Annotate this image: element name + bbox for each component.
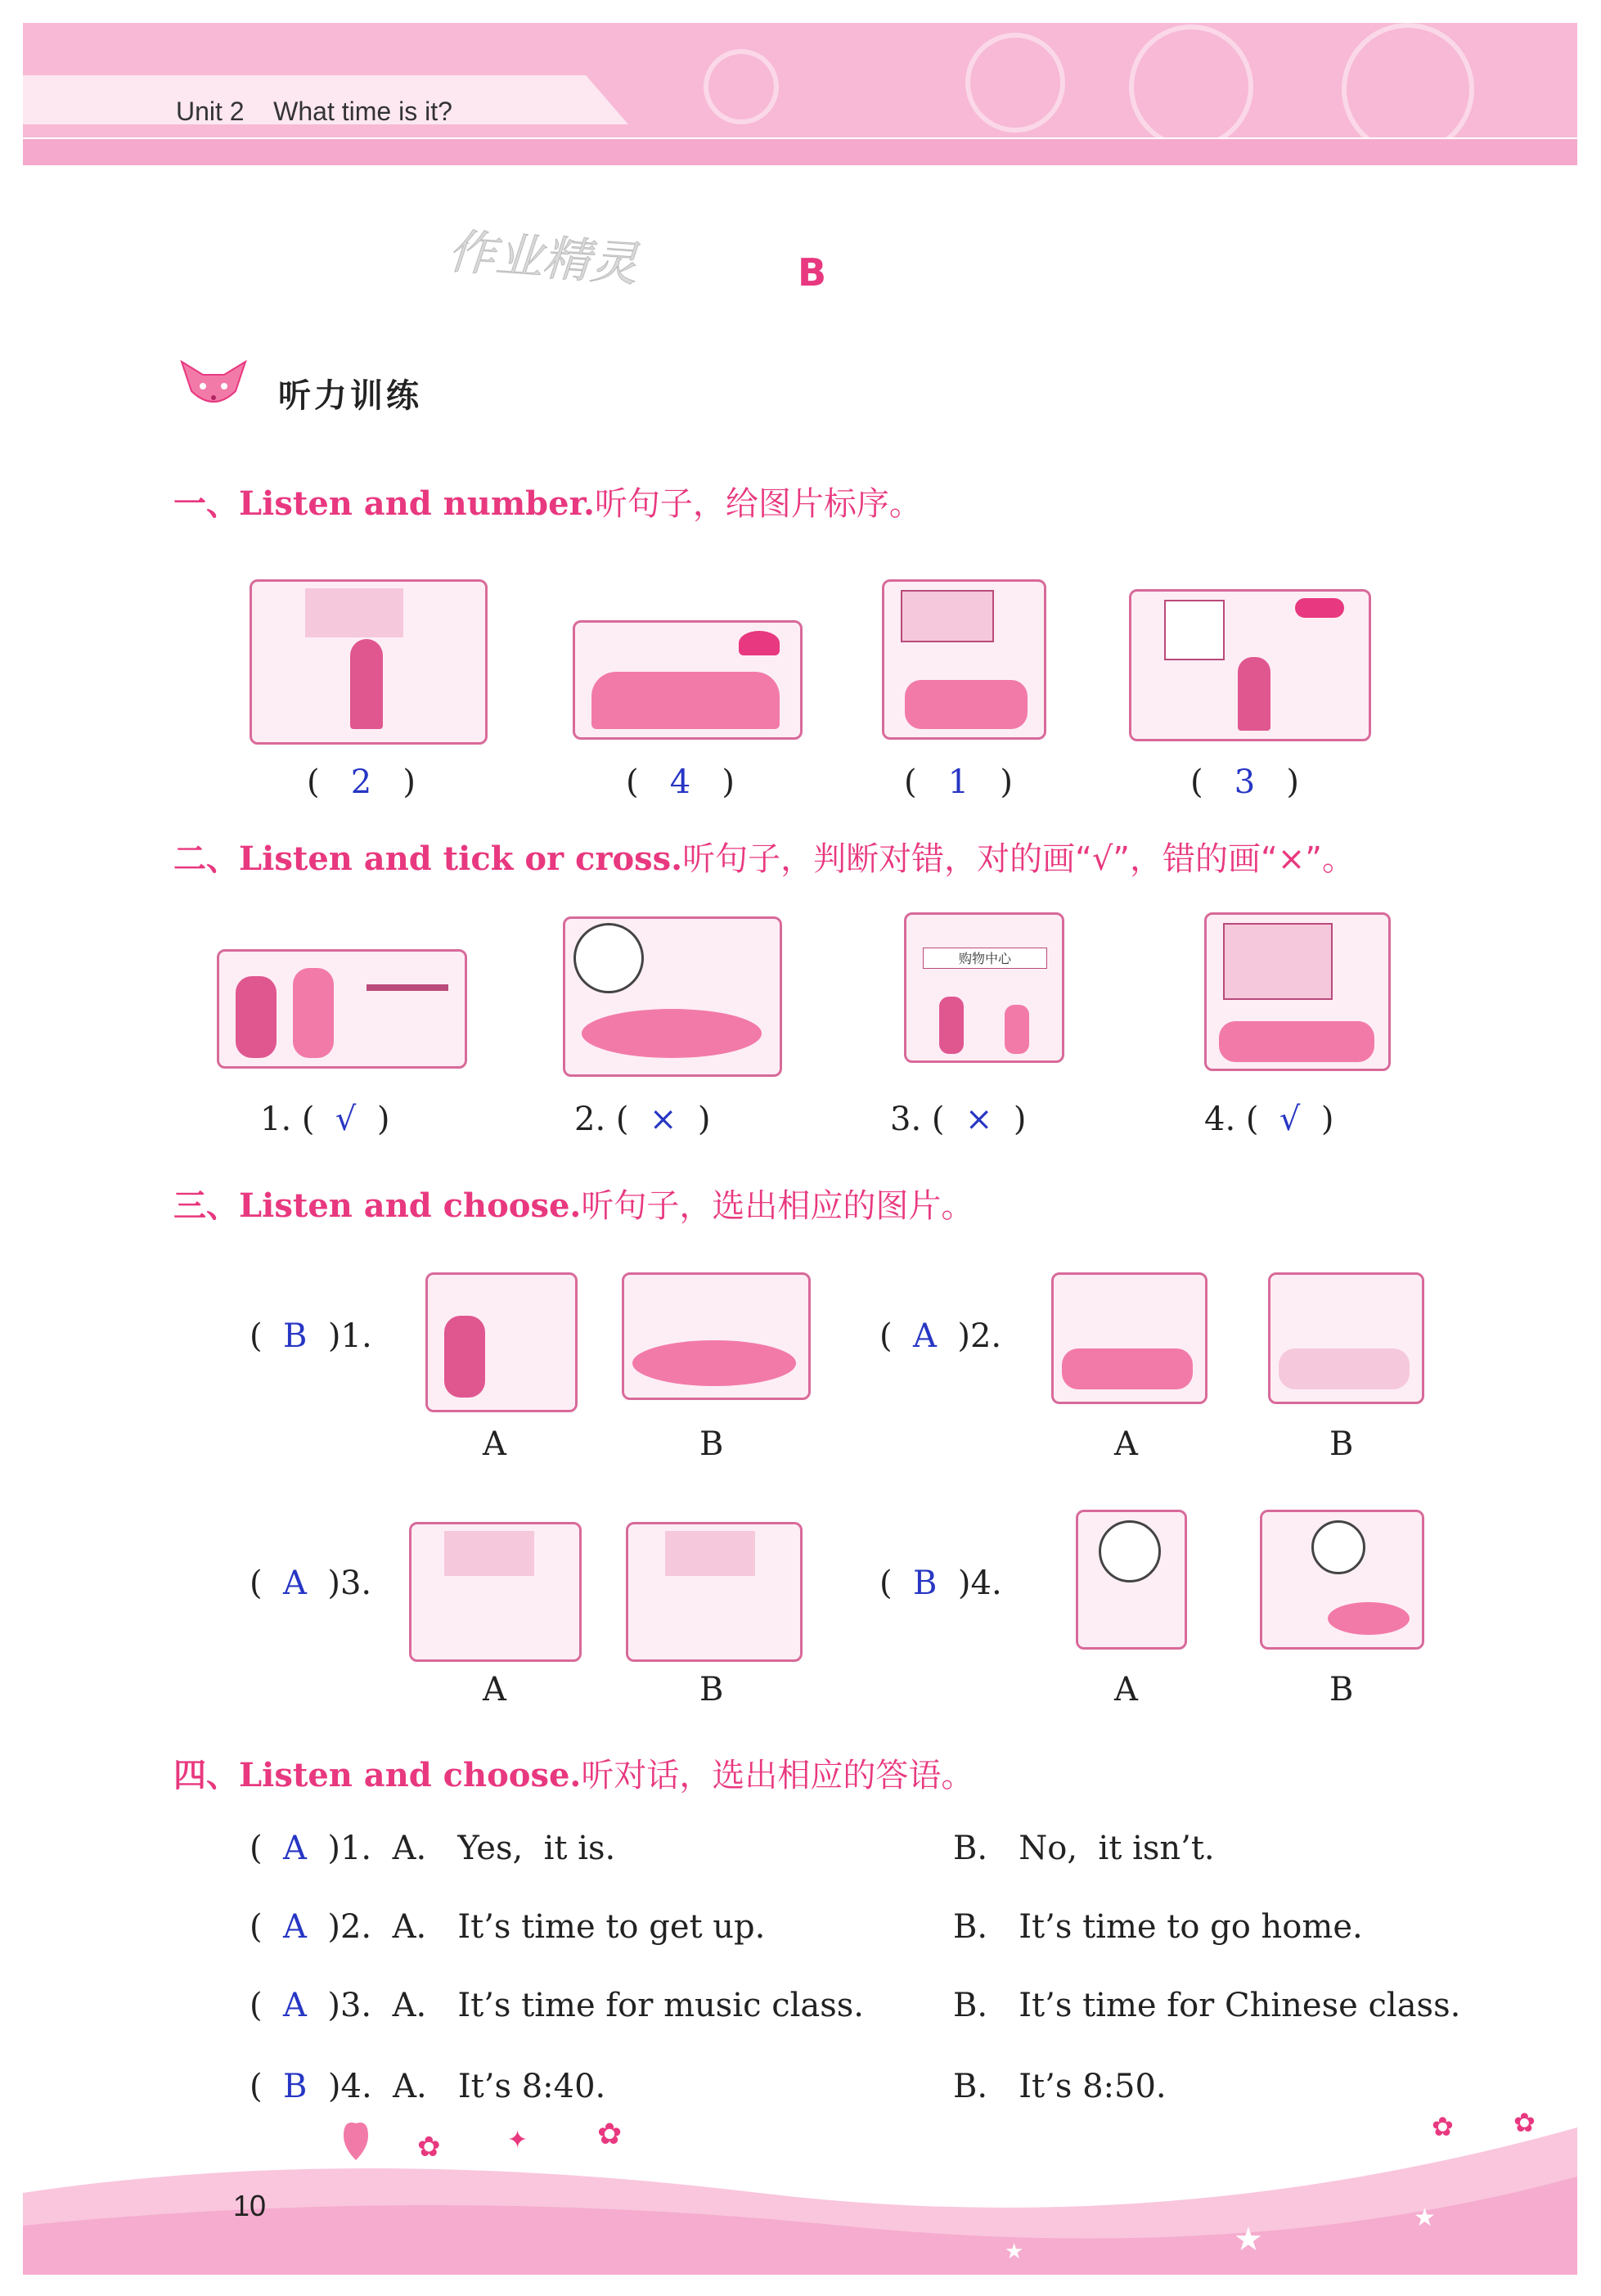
clock-icon bbox=[573, 923, 644, 993]
shop-sign: 购物中心 bbox=[923, 948, 1047, 969]
item-number: 3. bbox=[890, 1101, 922, 1138]
section-title: 听力训练 bbox=[278, 377, 422, 415]
boy-figure bbox=[1238, 657, 1270, 731]
boy-head bbox=[1099, 1520, 1161, 1582]
table bbox=[582, 1009, 762, 1058]
watermark: 作业精灵 bbox=[446, 223, 640, 292]
bed-blanket bbox=[1279, 1348, 1410, 1389]
item-number: )3. bbox=[327, 1564, 372, 1602]
q3-title bbox=[173, 1180, 974, 1227]
q4-title-en: 四、Listen and choose. bbox=[173, 1756, 582, 1794]
q4-item-1-option-b: B. No, it isn’t. bbox=[953, 1830, 1215, 1867]
bed-blanket bbox=[591, 672, 780, 729]
answer-text: B bbox=[283, 1317, 308, 1355]
q1-answer-1: ( 2 ) bbox=[307, 763, 416, 801]
q3-title-en: 三、Listen and choose. bbox=[173, 1186, 582, 1225]
svg-text:★: ★ bbox=[1005, 2240, 1024, 2264]
decor-circle bbox=[704, 49, 779, 124]
q2-picture-2 bbox=[563, 916, 782, 1077]
plate bbox=[1328, 1602, 1410, 1635]
person-figure bbox=[939, 997, 964, 1054]
q3-3-picture-b bbox=[626, 1522, 803, 1662]
svg-text:✦: ✦ bbox=[507, 2126, 528, 2154]
unit-label: Unit 2 bbox=[176, 97, 245, 126]
q1-picture-3 bbox=[882, 579, 1046, 740]
svg-text:✿: ✿ bbox=[1513, 2107, 1536, 2138]
q2-item-1: 1. ( √ ) bbox=[260, 1101, 390, 1138]
q3-2-label-a: A bbox=[1114, 1425, 1138, 1463]
q3-1-picture-b bbox=[622, 1272, 811, 1400]
item-number: )2. bbox=[957, 1317, 1002, 1355]
q3-4-label-a: A bbox=[1114, 1671, 1138, 1708]
svg-text:★: ★ bbox=[1234, 2221, 1263, 2258]
option-a: A. It’s 8:40. bbox=[393, 2068, 606, 2105]
answer-text: √ bbox=[335, 1101, 357, 1138]
q1-picture-1 bbox=[250, 579, 488, 745]
answer-text: 2 bbox=[350, 763, 372, 801]
q3-3-label-a: A bbox=[483, 1671, 506, 1708]
q4-item-3-option-b: B. It’s time for Chinese class. bbox=[953, 1987, 1461, 2024]
school-building bbox=[305, 588, 403, 637]
q3-2-label-b: B bbox=[1329, 1425, 1354, 1463]
sun bbox=[1295, 598, 1344, 618]
q1-answer-4: ( 3 ) bbox=[1190, 763, 1299, 801]
answer-text: 4 bbox=[669, 763, 691, 801]
q3-title-cn: 听句子，选出相应的图片。 bbox=[581, 1187, 974, 1225]
school-building bbox=[444, 1531, 534, 1576]
answer-text: 3 bbox=[1234, 763, 1256, 801]
page-number: 10 bbox=[233, 2189, 267, 2222]
q2-item-3: 3. ( × ) bbox=[890, 1101, 1027, 1138]
answer-text: A bbox=[283, 1987, 307, 2024]
girl-figure bbox=[350, 639, 383, 729]
q1-title-cn: 听句子，给图片标序。 bbox=[594, 485, 922, 523]
unit-title: What time is it? bbox=[273, 97, 452, 126]
q3-3-picture-a bbox=[409, 1522, 582, 1662]
q3-2-picture-b bbox=[1268, 1272, 1424, 1404]
q3-4-picture-b bbox=[1260, 1510, 1424, 1650]
answer-text: B bbox=[913, 1564, 938, 1602]
table bbox=[632, 1340, 796, 1386]
q2-title bbox=[173, 833, 1355, 880]
q3-item-4: ( B )4. bbox=[879, 1564, 1002, 1602]
decor-circle bbox=[1342, 23, 1474, 155]
school-building bbox=[665, 1531, 755, 1576]
svg-text:★: ★ bbox=[1414, 2204, 1436, 2232]
answer-text: × bbox=[965, 1101, 993, 1138]
q4-title bbox=[173, 1749, 974, 1796]
item-number: 4. bbox=[1204, 1101, 1236, 1138]
answer-text: A bbox=[283, 1908, 307, 1946]
child-figure bbox=[293, 968, 334, 1058]
q3-1-label-b: B bbox=[699, 1425, 724, 1463]
bed-blanket bbox=[1219, 1021, 1374, 1062]
q3-4-label-b: B bbox=[1329, 1671, 1354, 1708]
svg-text:✿: ✿ bbox=[1432, 2111, 1454, 2142]
q4-item-3: ( A )3. A. It’s time for music class. bbox=[250, 1987, 865, 2024]
answer-text: √ bbox=[1279, 1101, 1301, 1138]
q2-picture-3 bbox=[904, 912, 1064, 1063]
swing-frame bbox=[367, 984, 448, 991]
q4-item-2-option-b: B. It’s time to go home. bbox=[953, 1908, 1363, 1946]
q1-answer-2: ( 4 ) bbox=[626, 763, 735, 801]
q4-item-2: ( A )2. A. It’s time to get up. bbox=[250, 1908, 766, 1946]
q2-title-cn: 听句子，判断对错，对的画“√”，错的画“×”。 bbox=[682, 840, 1355, 878]
q4-title-cn: 听对话，选出相应的答语。 bbox=[581, 1757, 974, 1794]
bed-blanket bbox=[1062, 1348, 1193, 1389]
q3-item-3: ( A )3. bbox=[250, 1564, 372, 1602]
svg-text:✿: ✿ bbox=[597, 2118, 623, 2151]
q1-answer-3: ( 1 ) bbox=[904, 763, 1013, 801]
item-number: )1. bbox=[327, 1317, 372, 1355]
q3-1-picture-a bbox=[425, 1272, 578, 1412]
answer-text: × bbox=[649, 1101, 677, 1138]
answer-text: A bbox=[283, 1564, 307, 1602]
boy-head bbox=[1311, 1520, 1365, 1574]
q3-3-label-b: B bbox=[699, 1671, 724, 1708]
decor-circle bbox=[965, 33, 1065, 133]
fox-icon bbox=[178, 358, 249, 409]
q4-item-1: ( A )1. A. Yes, it is. bbox=[250, 1830, 616, 1867]
child-figure bbox=[236, 976, 277, 1058]
q1-picture-4 bbox=[1129, 589, 1371, 741]
q1-title-en: 一、Listen and number. bbox=[173, 484, 595, 523]
item-number: 2. bbox=[574, 1101, 606, 1138]
q2-picture-1 bbox=[217, 949, 467, 1069]
answer-text: B bbox=[283, 2068, 308, 2105]
q2-item-2: 2. ( × ) bbox=[574, 1101, 711, 1138]
q3-2-picture-a bbox=[1051, 1272, 1207, 1404]
answer-text: A bbox=[283, 1830, 307, 1867]
option-a: A. It’s time to get up. bbox=[392, 1908, 766, 1946]
decor-circle bbox=[1129, 25, 1253, 149]
q2-title-en: 二、Listen and tick or cross. bbox=[173, 840, 683, 878]
lamp bbox=[739, 631, 780, 655]
svg-text:✿: ✿ bbox=[417, 2131, 441, 2163]
flower-decor-icon bbox=[1423, 2099, 1571, 2148]
q3-1-label-a: A bbox=[483, 1425, 506, 1463]
person-figure bbox=[1005, 1005, 1029, 1054]
item-number: )1. bbox=[327, 1830, 372, 1867]
header-title bbox=[176, 97, 452, 127]
answer-text: A bbox=[913, 1317, 937, 1355]
footer-wave bbox=[23, 2095, 1577, 2275]
item-number: )4. bbox=[327, 2068, 372, 2105]
q1-title bbox=[173, 478, 922, 524]
q1-picture-2 bbox=[573, 620, 803, 740]
q3-item-1: ( B )1. bbox=[250, 1317, 372, 1355]
item-number: )3. bbox=[327, 1987, 372, 2024]
item-number: )4. bbox=[957, 1564, 1002, 1602]
girl-cooking bbox=[444, 1316, 485, 1398]
window bbox=[901, 590, 994, 642]
answer-text: 1 bbox=[947, 763, 969, 801]
section-letter: B bbox=[798, 250, 827, 295]
heart-decor-icon bbox=[327, 2111, 695, 2185]
q4-item-4-option-b: B. It’s 8:50. bbox=[953, 2068, 1167, 2105]
item-number: )2. bbox=[327, 1908, 372, 1946]
q3-4-picture-a bbox=[1076, 1510, 1187, 1650]
header-stripe bbox=[23, 139, 1577, 165]
q4-item-4: ( B )4. A. It’s 8:40. bbox=[250, 2068, 606, 2105]
item-number: 1. bbox=[260, 1101, 292, 1138]
clock-tower bbox=[1164, 600, 1225, 660]
window bbox=[1223, 923, 1333, 1000]
bed-blanket bbox=[905, 680, 1028, 729]
option-a: A. Yes, it is. bbox=[392, 1830, 616, 1867]
q3-item-2: ( A )2. bbox=[879, 1317, 1002, 1355]
q2-item-4: 4. ( √ ) bbox=[1204, 1101, 1334, 1138]
option-a: A. It’s time for music class. bbox=[392, 1987, 865, 2024]
q2-picture-4 bbox=[1204, 912, 1391, 1071]
